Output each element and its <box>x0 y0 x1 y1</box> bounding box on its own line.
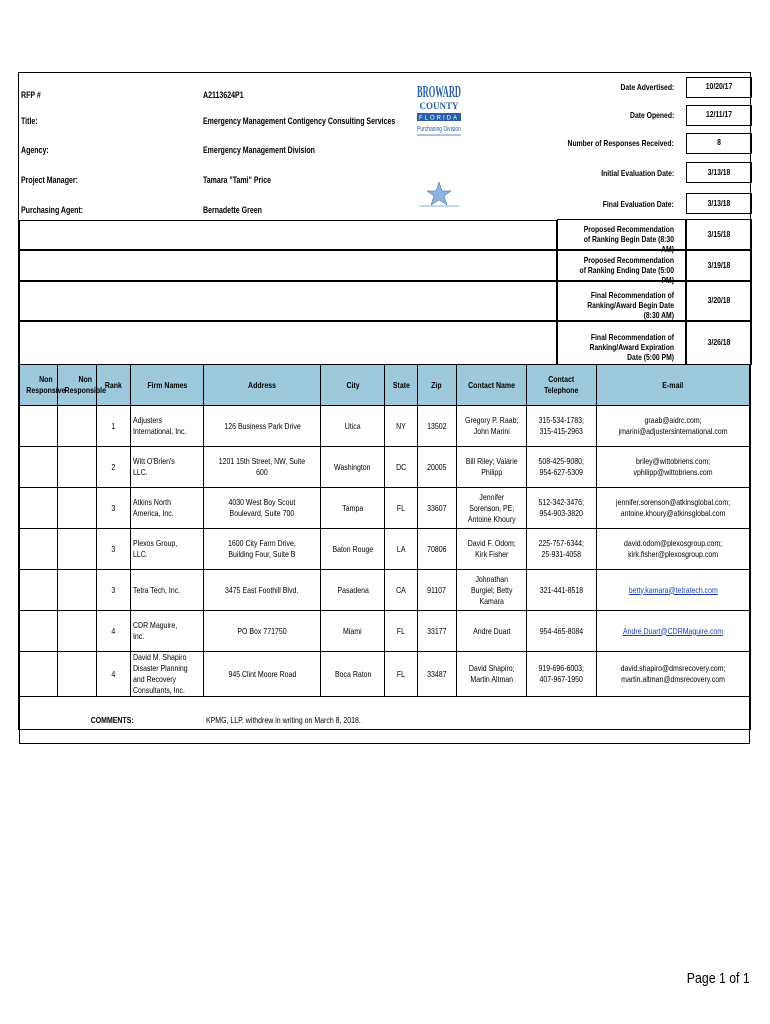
table-row <box>20 652 750 697</box>
phone-cell <box>527 406 596 447</box>
date-label: Proposed Recommendation of Ranking Begin Date (8:30 AM) <box>583 223 674 254</box>
email-cell <box>596 611 749 652</box>
logo-county: COUNTY <box>419 101 459 111</box>
city-text: Boca Raton <box>334 668 371 679</box>
zip-cell <box>417 488 456 529</box>
phone-cell <box>527 488 596 529</box>
table-row <box>20 570 750 611</box>
phone-text: 508-425-9080; 954-627-5309 <box>538 456 585 477</box>
secondary-seal-logo <box>415 178 463 210</box>
agency-value: Emergency Management Division <box>203 145 315 155</box>
address-text: PO Box 771750 <box>237 625 287 636</box>
non-responsive-cell <box>20 652 58 697</box>
logo-state: FLORIDA <box>418 115 460 122</box>
zip-text: 33607 <box>427 502 447 513</box>
state-cell <box>385 447 417 488</box>
col-email: E-mail <box>596 365 749 406</box>
state-text: FL <box>397 625 406 636</box>
purchasing-agent-value: Bernadette Green <box>203 205 262 215</box>
logo-county-name: BROWARD <box>417 82 461 101</box>
non-responsible-cell <box>58 570 96 611</box>
state-cell <box>385 611 417 652</box>
table-header-row <box>20 365 750 406</box>
table-row <box>20 447 750 488</box>
contact-text: Johnathan Burgiel; Betty Kamara <box>470 573 513 606</box>
address-cell <box>204 488 321 529</box>
firm-text: Atkins North America, Inc. <box>132 497 174 518</box>
address-text: 3475 East Foothill Blvd. <box>225 584 299 595</box>
firm-text: CDR Maguire, Inc. <box>132 620 177 641</box>
date-label: Date Advertised: <box>620 82 674 92</box>
rfp-value: A2113624P1 <box>203 90 244 100</box>
contact-cell <box>456 570 526 611</box>
city-cell <box>321 406 385 447</box>
firm-text: Tetra Tech, Inc. <box>132 584 180 595</box>
phone-text: 225-757-6344; 25-931-4058 <box>538 538 585 559</box>
zip-cell <box>417 406 456 447</box>
zip-text: 91107 <box>427 584 447 595</box>
address-cell <box>204 611 321 652</box>
contact-text: David Shapiro; Martin Altman <box>468 663 515 684</box>
city-text: Pasadena <box>337 584 369 595</box>
phone-text: 512-342-3476; 954-903-3820 <box>538 497 585 518</box>
city-text: Miami <box>343 625 363 636</box>
email-cell <box>596 488 749 529</box>
rank-text: 3 <box>111 543 116 554</box>
zip-text: 13502 <box>427 420 447 431</box>
phone-text: 321-441-8518 <box>539 584 584 595</box>
email-text[interactable]: Andre.Duart@CDRMaguire.com <box>622 625 723 636</box>
city-text: Tampa <box>342 502 364 513</box>
date-value: 3/13/18 <box>707 197 731 208</box>
address-cell <box>204 447 321 488</box>
state-cell <box>385 652 417 697</box>
email-text[interactable]: betty.kamara@tetratech.com <box>628 584 718 595</box>
address-cell <box>204 406 321 447</box>
state-text: FL <box>397 668 406 679</box>
firm-text: Witt O'Brien's LLC. <box>132 456 175 477</box>
state-text: FL <box>397 502 406 513</box>
non-responsible-cell <box>58 447 96 488</box>
contact-cell <box>456 529 526 570</box>
date-value: 3/13/18 <box>707 166 731 177</box>
project-manager-label: Project Manager: <box>21 175 78 185</box>
comments-text: KPMG, LLP. withdrew in writing on March 8, 2018. <box>205 714 361 725</box>
rfp-label: RFP # <box>21 90 41 100</box>
state-text: LA <box>396 543 406 554</box>
date-label: Final Recommendation of Ranking/Award Expiration Date (5:00 PM) <box>589 332 674 362</box>
date-value: 3/20/18 <box>707 295 731 305</box>
rank-text: 4 <box>111 625 116 636</box>
phone-text: 954-465-8084 <box>539 625 584 636</box>
date-value: 12/11/17 <box>705 109 733 119</box>
city-cell <box>321 447 385 488</box>
city-cell <box>321 529 385 570</box>
table-row <box>20 529 750 570</box>
non-responsible-cell <box>58 611 96 652</box>
firm-cell <box>130 447 204 488</box>
state-cell <box>385 529 417 570</box>
rank-cell <box>96 570 130 611</box>
col-city: City <box>321 365 385 406</box>
city-cell <box>321 611 385 652</box>
blank-row-2 <box>19 250 557 281</box>
col-zip: Zip <box>417 365 456 406</box>
col-non-responsible: Non Responsible <box>58 365 96 406</box>
zip-text: 33487 <box>427 668 447 679</box>
firm-cell <box>130 570 204 611</box>
email-cell <box>596 406 749 447</box>
non-responsible-cell <box>58 652 96 697</box>
phone-cell <box>527 570 596 611</box>
state-text: DC <box>396 461 407 472</box>
contact-cell <box>456 488 526 529</box>
rank-cell <box>96 611 130 652</box>
col-non-responsive: Non Responsive <box>20 365 58 406</box>
zip-text: 33177 <box>427 625 447 636</box>
phone-cell <box>527 652 596 697</box>
col-state: State <box>385 365 417 406</box>
firm-cell <box>130 652 204 697</box>
table-row <box>20 611 750 652</box>
comments-label-cell <box>20 697 204 744</box>
firm-cell <box>130 529 204 570</box>
firm-text: David M. Shapiro Disaster Planning and Recovery Consultants, Inc. <box>132 652 188 695</box>
project-manager-value: Tamara "Tami" Price <box>203 175 272 185</box>
date-value: 8 <box>717 137 721 147</box>
zip-cell <box>417 529 456 570</box>
rank-cell <box>96 529 130 570</box>
broward-county-logo <box>415 75 463 147</box>
email-text: jennifer.sorenson@atkinsglobal.com; antoine.khoury@atkinsglobal.com <box>615 497 730 518</box>
address-text: 945 Clint Moore Road <box>228 668 297 679</box>
city-cell <box>321 488 385 529</box>
date-label: Final Recommendation of Ranking/Award Begin Date (8:30 AM) <box>587 290 674 320</box>
date-value: 3/26/18 <box>707 337 731 347</box>
contact-text: Andre Duart <box>472 625 511 636</box>
state-cell <box>385 406 417 447</box>
firm-cell <box>130 488 204 529</box>
non-responsible-cell <box>58 488 96 529</box>
table-body <box>20 406 750 697</box>
responses-table <box>19 364 750 744</box>
address-cell <box>204 570 321 611</box>
date-label: Date Opened: <box>629 110 674 120</box>
email-text: david.shapiro@dmsrecovery.com; martin.altman@dmsrecovery.com <box>620 663 726 684</box>
state-text: CA <box>396 584 406 595</box>
contact-cell <box>456 611 526 652</box>
email-text: graab@aidrc.com; jmarini@adjustersinternational.com <box>618 415 728 436</box>
date-value: 3/19/18 <box>707 259 731 270</box>
contact-text: Bill Riley; Valarie Philipp <box>465 456 518 477</box>
firm-cell <box>130 611 204 652</box>
table-row <box>20 488 750 529</box>
contact-text: Gregory P. Raab; John Marini <box>465 415 519 436</box>
email-cell <box>596 570 749 611</box>
title-value: Emergency Management Contigency Consulting Services <box>203 116 396 126</box>
rank-cell <box>96 406 130 447</box>
rank-cell <box>96 488 130 529</box>
city-text: Washington <box>334 461 372 472</box>
phone-cell <box>527 611 596 652</box>
rank-text: 2 <box>111 461 116 472</box>
zip-cell <box>417 570 456 611</box>
blank-row-4 <box>19 321 557 365</box>
contact-cell <box>456 447 526 488</box>
phone-text: 919-696-6003; 407-967-1950 <box>538 663 585 684</box>
phone-text: 315-534-1783; 315-415-2963 <box>538 415 585 436</box>
firm-cell <box>130 406 204 447</box>
comments-label: COMMENTS: <box>90 714 134 725</box>
state-cell <box>385 488 417 529</box>
non-responsive-cell <box>20 570 58 611</box>
zip-cell <box>417 447 456 488</box>
date-label: Proposed Recommendation of Ranking Ending Date (5:00 PM) <box>579 254 674 285</box>
city-cell <box>321 652 385 697</box>
non-responsible-cell <box>58 529 96 570</box>
comments-text-cell <box>204 697 750 744</box>
col-address: Address <box>204 365 321 406</box>
rank-text: 4 <box>111 668 116 679</box>
comments-row <box>20 697 750 744</box>
zip-text: 70806 <box>427 543 447 554</box>
rank-cell <box>96 447 130 488</box>
email-cell <box>596 529 749 570</box>
zip-cell <box>417 652 456 697</box>
title-label: Title: <box>21 116 38 126</box>
phone-cell <box>527 529 596 570</box>
table-row <box>20 406 750 447</box>
non-responsive-cell <box>20 529 58 570</box>
date-label: Final Evaluation Date: <box>602 198 674 209</box>
contact-cell <box>456 406 526 447</box>
rank-text: 3 <box>111 584 116 595</box>
contact-cell <box>456 652 526 697</box>
logo-division: Purchasing Division <box>417 124 461 133</box>
email-text: david.odom@plexosgroup.com; kirk.fisher@plexosgroup.com <box>623 538 723 559</box>
blank-row-3 <box>19 281 557 321</box>
address-text: 1600 City Farm Drive, Building Four, Suite B <box>228 538 297 559</box>
rank-cell <box>96 652 130 697</box>
col-firm-names: Firm Names <box>130 365 204 406</box>
non-responsive-cell <box>20 488 58 529</box>
agency-label: Agency: <box>21 145 49 155</box>
col-contact-telephone: Contact Telephone <box>527 365 596 406</box>
state-text: NY <box>396 420 406 431</box>
zip-cell <box>417 611 456 652</box>
date-label: Initial Evaluation Date: <box>601 167 674 178</box>
contact-text: David F. Odom; Kirk Fisher <box>467 538 516 559</box>
date-value: 3/15/18 <box>707 228 731 239</box>
email-text: briley@wittobriens.com; vphilipp@wittobriens.com <box>633 456 713 477</box>
address-text: 1201 15th Street, NW, Suite 600 <box>218 456 306 477</box>
contact-text: Jennifer Sorenson, PE; Antoine Khoury <box>467 491 516 524</box>
date-value: 10/20/17 <box>705 81 733 91</box>
purchasing-agent-label: Purchasing Agent: <box>21 205 84 215</box>
non-responsive-cell <box>20 406 58 447</box>
firm-text: Plexos Group, LLC. <box>132 538 177 559</box>
city-cell <box>321 570 385 611</box>
rank-text: 1 <box>111 420 116 431</box>
address-text: 4030 West Boy Scout Boulevard, Suite 700 <box>228 497 296 518</box>
city-text: Baton Rouge <box>332 543 374 554</box>
non-responsive-cell <box>20 447 58 488</box>
phone-cell <box>527 447 596 488</box>
firm-text: Adjusters International, Inc. <box>132 415 187 436</box>
col-rank: Rank <box>96 365 130 406</box>
zip-text: 20005 <box>427 461 447 472</box>
email-cell <box>596 652 749 697</box>
non-responsive-cell <box>20 611 58 652</box>
city-text: Utica <box>344 420 361 431</box>
address-text: 126 Business Park Drive <box>223 420 301 431</box>
blank-row-1 <box>19 220 557 250</box>
non-responsible-cell <box>58 406 96 447</box>
address-cell <box>204 652 321 697</box>
bid-tabulation-sheet <box>18 72 751 730</box>
col-contact-name: Contact Name <box>456 365 526 406</box>
date-label: Number of Responses Received: <box>567 138 674 148</box>
state-cell <box>385 570 417 611</box>
address-cell <box>204 529 321 570</box>
page-number: Page 1 of 1 <box>687 970 750 987</box>
rank-text: 3 <box>111 502 116 513</box>
email-cell <box>596 447 749 488</box>
